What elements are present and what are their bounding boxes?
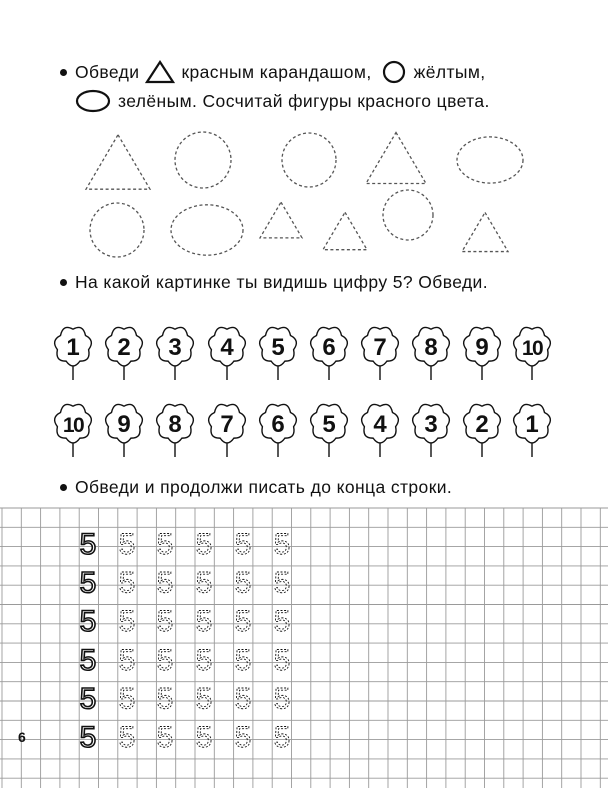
tracing-digit: 5 — [156, 566, 174, 600]
tracing-digit: 5 — [234, 605, 252, 639]
tracing-digit: 5 — [273, 643, 291, 677]
page-number: 6 — [18, 729, 26, 745]
tree-digit: 10 — [62, 414, 84, 437]
task1-word-obvedi: Обведи — [75, 61, 140, 82]
task1-word-yellow: жёлтым, — [413, 61, 486, 82]
tracing-digit: 5 — [273, 566, 291, 600]
tracing-digit: 5 — [118, 682, 136, 716]
sample-digit: 5 — [79, 682, 97, 716]
tree-digit: 1 — [66, 334, 80, 361]
tracing-digit: 5 — [118, 605, 136, 639]
tracing-digit: 5 — [118, 643, 136, 677]
tree-digit: 9 — [475, 334, 489, 361]
tracing-digit: 5 — [273, 682, 291, 716]
tracing-digit: 5 — [195, 528, 213, 561]
tracing-digit: 5 — [156, 643, 174, 677]
sample-digit: 5 — [79, 605, 97, 639]
tree-digit: 6 — [322, 334, 336, 361]
tracing-digit: 5 — [195, 721, 213, 754]
tree-digit: 4 — [373, 411, 387, 438]
sample-digit: 5 — [79, 721, 97, 754]
tree-digit: 8 — [424, 334, 438, 361]
tracing-digit: 5 — [118, 528, 136, 561]
tree-digit: 8 — [168, 411, 182, 438]
task1-word-green: зелёным. Сосчитай фигуры красного цвета. — [118, 90, 490, 111]
tracing-digit: 5 — [156, 528, 174, 561]
tracing-digit: 5 — [234, 721, 252, 754]
tree-digit: 9 — [117, 411, 131, 438]
tree-digit: 5 — [322, 411, 336, 438]
tree-digit: 6 — [271, 411, 285, 438]
task1-word-red: красным карандашом, — [181, 61, 372, 82]
tree-digit: 7 — [373, 334, 387, 361]
tracing-digit: 5 — [273, 528, 291, 561]
tree-digit: 3 — [424, 411, 438, 438]
tracing-digit: 5 — [234, 643, 252, 677]
sample-digit: 5 — [79, 528, 97, 561]
tree-digit: 10 — [521, 337, 543, 360]
tracing-digit: 5 — [195, 605, 213, 639]
tracing-digit: 5 — [234, 566, 252, 600]
sample-digit: 5 — [79, 643, 97, 677]
task3-text: Обведи и продолжи писать до конца строки. — [75, 477, 453, 497]
sample-digit: 5 — [79, 566, 97, 600]
tracing-digit: 5 — [118, 566, 136, 600]
tracing-digit: 5 — [234, 682, 252, 716]
tracing-digit: 5 — [118, 721, 136, 754]
tree-digit: 2 — [117, 334, 131, 361]
tracing-digit: 5 — [273, 605, 291, 639]
tracing-digit: 5 — [195, 682, 213, 716]
tracing-digit: 5 — [195, 643, 213, 677]
tree-digit: 5 — [271, 334, 285, 361]
tree-digit: 3 — [168, 334, 182, 361]
task2-text: На какой картинке ты видишь цифру 5? Обведи. — [75, 272, 488, 292]
tree-digit: 4 — [220, 334, 234, 361]
tracing-digit: 5 — [156, 682, 174, 716]
tracing-digit: 5 — [234, 528, 252, 561]
tree-digit: 7 — [220, 411, 234, 438]
tracing-digit: 5 — [273, 721, 291, 754]
tracing-digit: 5 — [195, 566, 213, 600]
tree-digit: 1 — [525, 411, 539, 438]
tree-digit: 2 — [475, 411, 489, 438]
tracing-digit: 5 — [156, 605, 174, 639]
tracing-digit: 5 — [156, 721, 174, 754]
